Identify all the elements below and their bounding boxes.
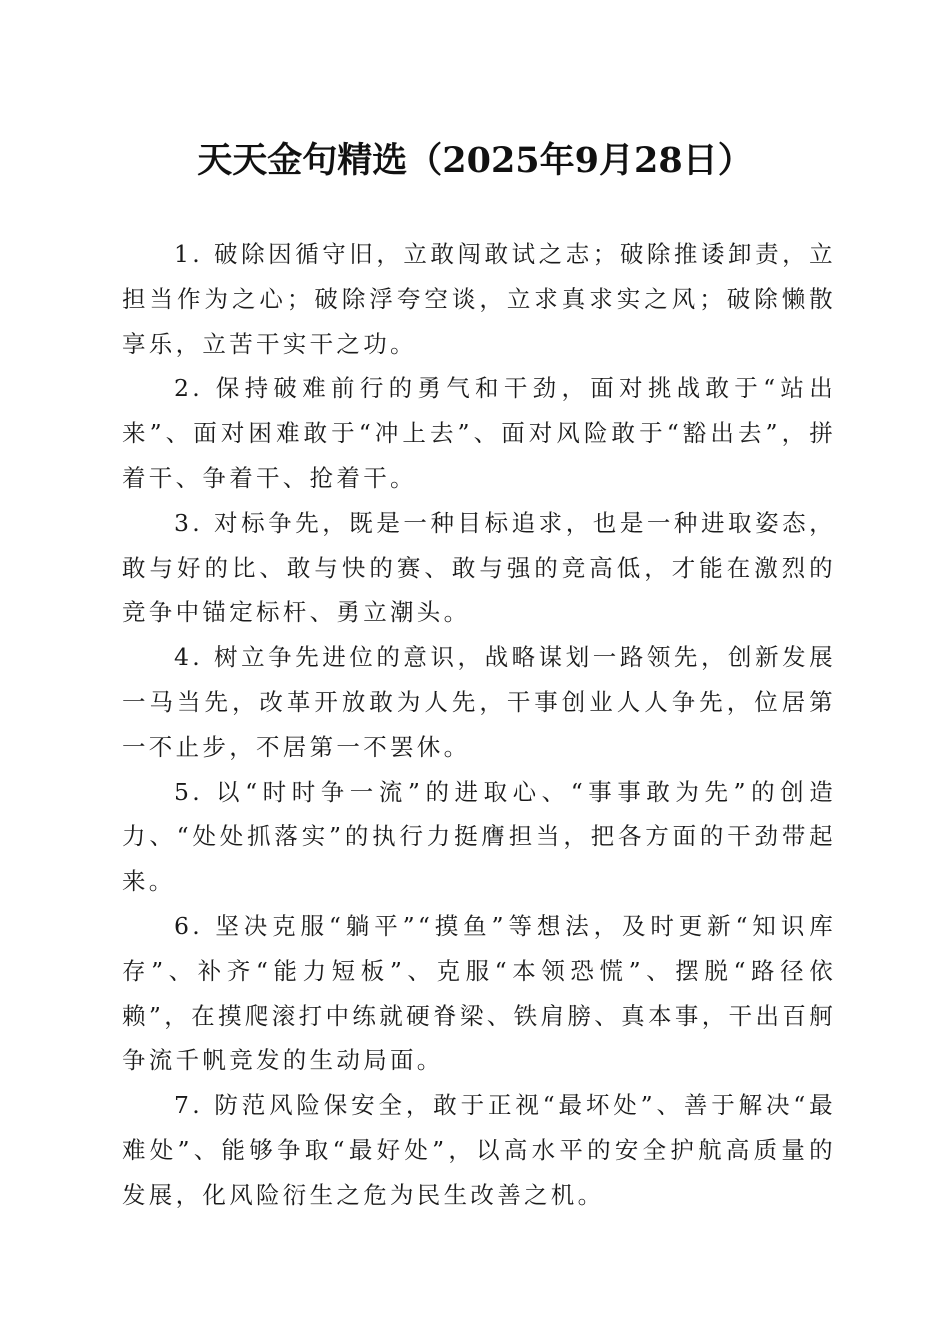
paragraph-2: 2. 保持破难前行的勇气和干劲，面对挑战敢于“站出来”、面对困难敢于“冲上去”、面对风险敢于“豁出去”，拼着干、争着干、抢着干。: [122, 374, 836, 492]
paragraph-4: 4. 树立争先进位的意识，战略谋划一路领先，创新发展一马当先，改革开放敢为人先，干事创业人人争先，位居第一不止步，不居第一不罢休。: [122, 643, 836, 761]
paragraph-7: 7. 防范风险保安全，敢于正视“最坏处”、善于解决“最难处”、能够争取“最好处”，以高水平的安全护航高质量的发展，化风险衍生之危为民生改善之机。: [122, 1091, 836, 1209]
paragraph-1: 1. 破除因循守旧，立敢闯敢试之志；破除推诿卸责，立担当作为之心；破除浮夸空谈，立求真求实之风；破除懒散享乐，立苦干实干之功。: [122, 240, 836, 358]
page-title: 天天金句精选（2025年9月28日）: [197, 140, 753, 181]
paragraph-5: 5. 以“时时争一流”的进取心、“事事敢为先”的创造力、“处处抓落实”的执行力挺膺担当，把各方面的干劲带起来。: [122, 777, 836, 896]
document-body: [122, 232, 836, 1218]
paragraph-6: 6. 坚决克服“躺平”“摸鱼”等想法，及时更新“知识库存”、补齐“能力短板”、克服“本领恐慌”、摆脱“路径依赖”，在摸爬滚打中练就硬脊梁、铁肩膀、真本事，干出百舸争流千帆竞发的生动局面。: [122, 911, 836, 1075]
paragraph-3: 3. 对标争先，既是一种目标追求，也是一种进取姿态，敢与好的比、敢与快的赛、敢与强的竞高低，才能在激烈的竞争中锚定标杆、勇立潮头。: [122, 508, 836, 627]
